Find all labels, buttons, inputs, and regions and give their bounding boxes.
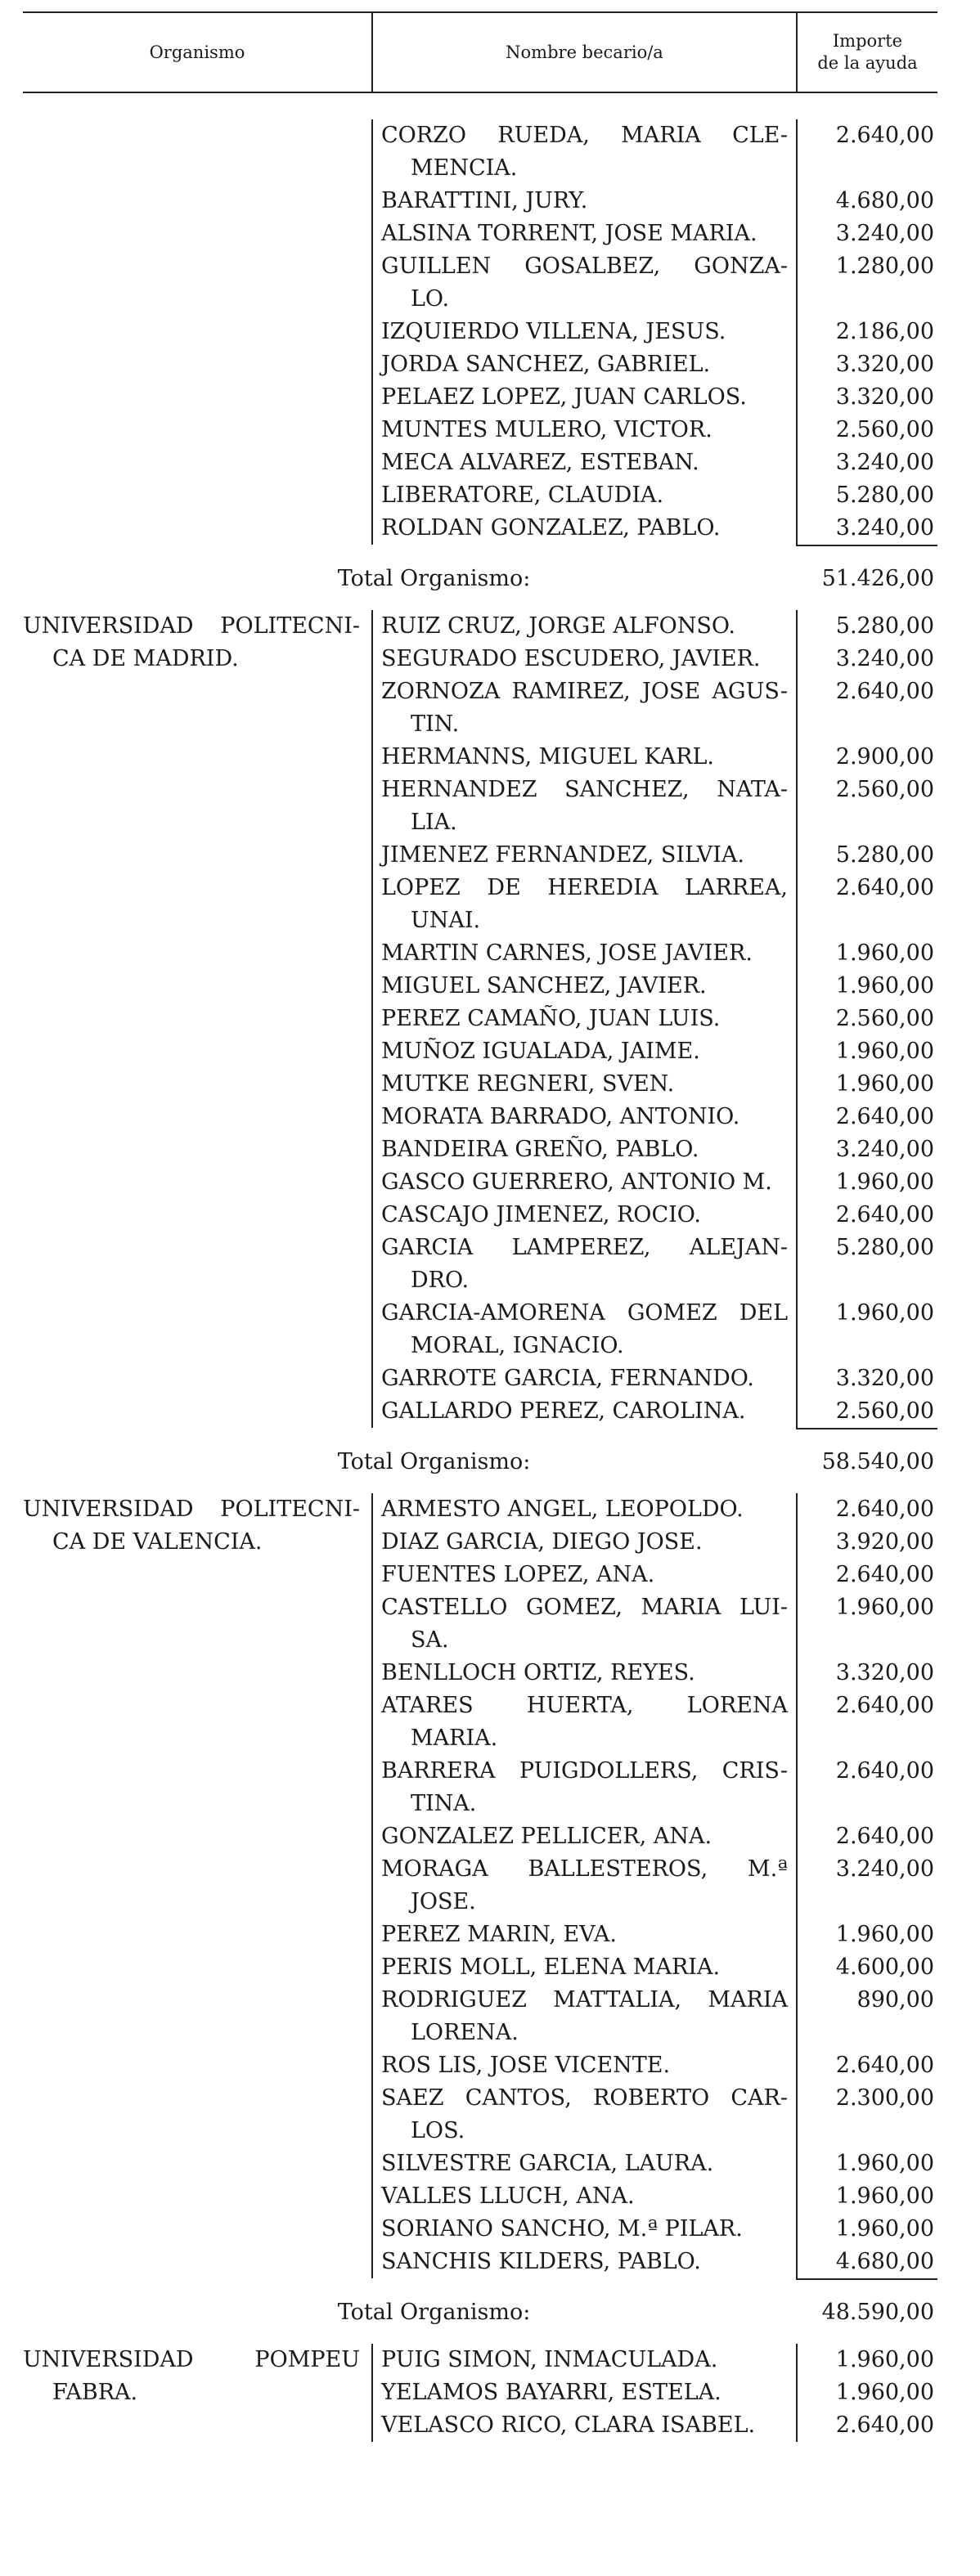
becario-name bbox=[381, 2376, 788, 2409]
becario-name-line: LIA. bbox=[411, 810, 457, 835]
total-organismo-row bbox=[23, 545, 937, 610]
becario-name bbox=[381, 741, 788, 774]
header-importe: Importe de la ayuda bbox=[796, 13, 937, 92]
importe-value: 2.640,00 bbox=[835, 123, 934, 148]
importe-value: 1.960,00 bbox=[835, 2216, 934, 2242]
becario-name-line: JORDA SANCHEZ, GABRIEL. bbox=[381, 352, 711, 377]
importe-value: 1.960,00 bbox=[835, 2151, 934, 2176]
becario-name-line: SANCHIS KILDERS, PABLO. bbox=[381, 2249, 701, 2274]
becario-name-line: LIBERATORE, CLAUDIA. bbox=[381, 482, 664, 508]
header-spacer bbox=[23, 93, 937, 119]
importe-column bbox=[796, 119, 937, 545]
becario-name bbox=[381, 1199, 788, 1232]
becario-name-line: MUTKE REGNERI, SVEN. bbox=[381, 1071, 675, 1097]
becario-name-line: IZQUIERDO VILLENA, JESUS. bbox=[381, 319, 726, 344]
becario-name-line: ZORNOZA RAMIREZ, JOSE AGUS- bbox=[381, 679, 788, 704]
becario-name bbox=[381, 119, 788, 185]
becario-name-line: BARATTINI, JURY. bbox=[381, 188, 588, 213]
importe-value: 2.640,00 bbox=[835, 1104, 934, 1129]
importe-column bbox=[796, 2344, 937, 2442]
importe-value: 5.280,00 bbox=[835, 613, 934, 639]
importe-value: 5.280,00 bbox=[835, 482, 934, 508]
importe-value: 1.960,00 bbox=[835, 2380, 934, 2405]
becario-name-line: SA. bbox=[411, 1627, 449, 1653]
becario-name bbox=[381, 1133, 788, 1166]
total-organismo-label: Total Organismo: bbox=[337, 2299, 531, 2325]
becario-name bbox=[381, 381, 788, 414]
becario-name-line: LOPEZ DE HEREDIA LARREA, bbox=[381, 875, 788, 900]
importe-value: 3.240,00 bbox=[835, 221, 934, 246]
becario-name bbox=[381, 675, 788, 741]
organismo-name-line: UNIVERSIDAD POMPEU bbox=[23, 2347, 360, 2372]
becario-name-line: HERNANDEZ SANCHEZ, NATA- bbox=[381, 777, 788, 802]
becario-name bbox=[381, 1559, 788, 1591]
importe-value: 2.560,00 bbox=[835, 777, 934, 802]
importe-value: 1.960,00 bbox=[835, 1169, 934, 1195]
becario-name bbox=[381, 1526, 788, 1559]
becario-name bbox=[381, 2246, 788, 2278]
organismo-name-line: CA DE VALENCIA. bbox=[52, 1529, 263, 1555]
becario-name bbox=[381, 1362, 788, 1395]
becario-name bbox=[381, 610, 788, 643]
importe-value: 5.280,00 bbox=[835, 1235, 934, 1260]
becario-name-line: MUNTES MULERO, VICTOR. bbox=[381, 417, 713, 442]
becario-name bbox=[381, 1853, 788, 1919]
importe-value: 2.560,00 bbox=[835, 1398, 934, 1424]
becario-name bbox=[381, 1951, 788, 1984]
importe-value: 1.960,00 bbox=[835, 1071, 934, 1097]
total-organismo-row bbox=[23, 1428, 937, 1493]
importe-value: 1.280,00 bbox=[835, 254, 934, 279]
becario-name bbox=[381, 1919, 788, 1951]
header-organismo: Organismo bbox=[149, 42, 245, 62]
total-organismo-row bbox=[23, 2278, 937, 2344]
organismo-name-line: FABRA. bbox=[52, 2380, 138, 2405]
becario-name-line: SAEZ CANTOS, ROBERTO CAR- bbox=[381, 2085, 788, 2111]
becario-name-line: SEGURADO ESCUDERO, JAVIER. bbox=[381, 646, 761, 671]
becario-name-line: DIAZ GARCIA, DIEGO JOSE. bbox=[381, 1529, 703, 1555]
becario-name-line: BENLLOCH ORTIZ, REYES. bbox=[381, 1660, 695, 1685]
becario-name-line: CASCAJO JIMENEZ, ROCIO. bbox=[381, 1202, 701, 1227]
importe-value: 2.900,00 bbox=[835, 744, 934, 770]
importe-value: 3.320,00 bbox=[835, 1366, 934, 1391]
becario-name-line: YELAMOS BAYARRI, ESTELA. bbox=[381, 2380, 722, 2405]
organismo-name-line: UNIVERSIDAD POLITECNI- bbox=[23, 1497, 360, 1522]
becario-name bbox=[381, 447, 788, 479]
organismo-name bbox=[23, 610, 371, 1428]
organismo-name-line bbox=[23, 119, 360, 152]
importe-value: 1.960,00 bbox=[835, 1922, 934, 1947]
becario-name-line: PEREZ CAMAÑO, JUAN LUIS. bbox=[381, 1006, 721, 1031]
becario-name bbox=[381, 1657, 788, 1690]
total-organismo-label: Total Organismo: bbox=[337, 565, 531, 591]
becario-name bbox=[381, 1101, 788, 1133]
importe-value: 3.920,00 bbox=[835, 1529, 934, 1555]
becario-name-line: MORATA BARRADO, ANTONIO. bbox=[381, 1104, 740, 1129]
importe-column bbox=[796, 1493, 937, 2278]
importe-value: 890,00 bbox=[856, 1987, 934, 2013]
becario-name bbox=[381, 2344, 788, 2376]
becario-name-line: PEREZ MARIN, EVA. bbox=[381, 1922, 617, 1947]
becario-name bbox=[381, 1003, 788, 1035]
becario-name bbox=[381, 1984, 788, 2049]
becario-name-line: JOSE. bbox=[411, 1889, 476, 1914]
importe-value: 2.640,00 bbox=[835, 1202, 934, 1227]
becario-column bbox=[371, 119, 796, 545]
becario-name-line: PERIS MOLL, ELENA MARIA. bbox=[381, 1954, 721, 1980]
total-organismo-label: Total Organismo: bbox=[337, 1448, 531, 1474]
becario-name-line: LORENA. bbox=[411, 2020, 519, 2045]
becario-name-line: MECA ALVAREZ, ESTEBAN. bbox=[381, 450, 699, 475]
becario-name-line: MENCIA. bbox=[411, 155, 518, 181]
becario-name-line: ATARES HUERTA, LORENA bbox=[381, 1693, 788, 1718]
importe-value: 2.640,00 bbox=[835, 875, 934, 900]
becario-name bbox=[381, 1297, 788, 1362]
importe-value: 2.560,00 bbox=[835, 1006, 934, 1031]
becario-name-line: VALLES LLUCH, ANA. bbox=[381, 2183, 635, 2209]
importe-value: 3.320,00 bbox=[835, 352, 934, 377]
organismo-name-line: UNIVERSIDAD POLITECNI- bbox=[23, 613, 360, 639]
importe-value: 2.300,00 bbox=[835, 2085, 934, 2111]
importe-value: 1.960,00 bbox=[835, 1595, 934, 1620]
becario-name-line: LOS. bbox=[411, 2118, 465, 2143]
becario-name-line: FUENTES LOPEZ, ANA. bbox=[381, 1562, 655, 1587]
becario-name-line: ROS LIS, JOSE VICENTE. bbox=[381, 2053, 671, 2078]
importe-value: 3.240,00 bbox=[835, 1137, 934, 1162]
organismo-block bbox=[23, 119, 937, 545]
becario-name bbox=[381, 1591, 788, 1657]
becario-name bbox=[381, 643, 788, 675]
header-nombre: Nombre becario/a bbox=[371, 13, 796, 92]
becario-name-line: MUÑOZ IGUALADA, JAIME. bbox=[381, 1039, 700, 1064]
importe-value: 1.960,00 bbox=[835, 1300, 934, 1326]
becario-name bbox=[381, 1395, 788, 1428]
becario-name bbox=[381, 1493, 788, 1526]
becario-name-line: GALLARDO PEREZ, CAROLINA. bbox=[381, 1398, 746, 1424]
becario-name bbox=[381, 2409, 788, 2442]
importe-value: 2.640,00 bbox=[835, 1562, 934, 1587]
becario-name-line: PUIG SIMON, INMACULADA. bbox=[381, 2347, 718, 2372]
becario-name bbox=[381, 2049, 788, 2082]
becario-name-line: SILVESTRE GARCIA, LAURA. bbox=[381, 2151, 714, 2176]
importe-value: 2.640,00 bbox=[835, 2053, 934, 2078]
importe-value: 2.640,00 bbox=[835, 1758, 934, 1784]
becario-name-line: CASTELLO GOMEZ, MARIA LUI- bbox=[381, 1595, 788, 1620]
importe-value: 3.240,00 bbox=[835, 646, 934, 671]
importe-value: 1.960,00 bbox=[835, 2183, 934, 2209]
importe-value: 3.320,00 bbox=[835, 1660, 934, 1685]
importe-value: 4.680,00 bbox=[835, 188, 934, 213]
becario-name-line: GARROTE GARCIA, FERNANDO. bbox=[381, 1366, 754, 1391]
becario-name bbox=[381, 1166, 788, 1199]
becario-name-line: GONZALEZ PELLICER, ANA. bbox=[381, 1824, 713, 1849]
becario-name-line: GARCIA LAMPEREZ, ALEJAN- bbox=[381, 1235, 788, 1260]
importe-value: 1.960,00 bbox=[835, 1039, 934, 1064]
becario-name bbox=[381, 774, 788, 839]
becario-name-line: RUIZ CRUZ, JORGE ALFONSO. bbox=[381, 613, 735, 639]
becario-name bbox=[381, 1755, 788, 1820]
becario-name-line: ARMESTO ANGEL, LEOPOLDO. bbox=[381, 1497, 744, 1522]
becario-name-line: GUILLEN GOSALBEZ, GONZA- bbox=[381, 254, 788, 279]
becario-name-line: SORIANO SANCHO, M.ª PILAR. bbox=[381, 2216, 743, 2242]
becario-name bbox=[381, 512, 788, 545]
becario-name-line: ROLDAN GONZALEZ, PABLO. bbox=[381, 515, 721, 541]
becario-name-line: LO. bbox=[411, 286, 450, 312]
organismo-block bbox=[23, 1493, 937, 2278]
importe-value: 5.280,00 bbox=[835, 842, 934, 868]
organismo-name bbox=[23, 1493, 371, 2278]
importe-value: 3.320,00 bbox=[835, 384, 934, 410]
becario-name-line: MORAGA BALLESTEROS, M.ª bbox=[381, 1856, 788, 1882]
becario-column bbox=[371, 1493, 796, 2278]
importe-value: 2.560,00 bbox=[835, 417, 934, 442]
becario-name-line: PELAEZ LOPEZ, JUAN CARLOS. bbox=[381, 384, 747, 410]
importe-value: 1.960,00 bbox=[835, 973, 934, 999]
organismo-block bbox=[23, 610, 937, 1428]
organismo-name-line: CA DE MADRID. bbox=[52, 646, 239, 671]
table-body bbox=[23, 119, 937, 2442]
becario-name bbox=[381, 1232, 788, 1297]
importe-column bbox=[796, 610, 937, 1428]
importe-value: 2.640,00 bbox=[835, 1693, 934, 1718]
organismo-block bbox=[23, 2344, 937, 2442]
becario-name-line: TINA. bbox=[411, 1791, 477, 1816]
organismo-name bbox=[23, 119, 371, 545]
becario-column bbox=[371, 2344, 796, 2442]
becario-name bbox=[381, 479, 788, 512]
becario-name bbox=[381, 1690, 788, 1755]
importe-value: 1.960,00 bbox=[835, 940, 934, 966]
organismo-name bbox=[23, 2344, 371, 2442]
importe-value: 4.680,00 bbox=[835, 2249, 934, 2274]
becario-name bbox=[381, 2213, 788, 2246]
importe-value: 3.240,00 bbox=[835, 515, 934, 541]
total-organismo-value: 58.540,00 bbox=[796, 1428, 937, 1495]
importe-value: 4.600,00 bbox=[835, 1954, 934, 1980]
importe-value: 3.240,00 bbox=[835, 1856, 934, 1882]
importe-value: 1.960,00 bbox=[835, 2347, 934, 2372]
table-header bbox=[23, 13, 937, 93]
becario-name-line: CORZO RUEDA, MARIA CLE- bbox=[381, 123, 788, 148]
becario-name-line: GASCO GUERRERO, ANTONIO M. bbox=[381, 1169, 772, 1195]
becario-name bbox=[381, 316, 788, 348]
becario-name bbox=[381, 872, 788, 937]
becario-name bbox=[381, 218, 788, 250]
becario-name-line: TIN. bbox=[411, 711, 460, 737]
becario-name-line: GARCIA-AMORENA GOMEZ DEL bbox=[381, 1300, 788, 1326]
importe-value: 3.240,00 bbox=[835, 450, 934, 475]
becario-name-line: RODRIGUEZ MATTALIA, MARIA bbox=[381, 1987, 788, 2013]
becario-name-line: MORAL, IGNACIO. bbox=[411, 1333, 624, 1358]
importe-value: 2.640,00 bbox=[835, 1824, 934, 1849]
becario-name bbox=[381, 970, 788, 1003]
becario-name-line: MARIA. bbox=[411, 1726, 498, 1751]
document bbox=[23, 11, 937, 2442]
becario-name bbox=[381, 839, 788, 872]
becario-name-line: VELASCO RICO, CLARA ISABEL. bbox=[381, 2412, 756, 2438]
importe-value: 2.186,00 bbox=[835, 319, 934, 344]
total-organismo-value: 48.590,00 bbox=[796, 2278, 937, 2345]
importe-value: 2.640,00 bbox=[835, 2412, 934, 2438]
becario-name-line: BANDEIRA GREÑO, PABLO. bbox=[381, 1137, 699, 1162]
becario-name-line: MARTIN CARNES, JOSE JAVIER. bbox=[381, 940, 753, 966]
becario-name bbox=[381, 348, 788, 381]
becario-name-line: ALSINA TORRENT, JOSE MARIA. bbox=[381, 221, 757, 246]
total-organismo-value: 51.426,00 bbox=[796, 545, 937, 612]
becario-name bbox=[381, 250, 788, 316]
becario-name bbox=[381, 2180, 788, 2213]
becario-name bbox=[381, 414, 788, 447]
becario-name bbox=[381, 1068, 788, 1101]
becario-name bbox=[381, 2082, 788, 2147]
becario-name-line: MIGUEL SANCHEZ, JAVIER. bbox=[381, 973, 707, 999]
importe-value: 2.640,00 bbox=[835, 679, 934, 704]
importe-value: 2.640,00 bbox=[835, 1497, 934, 1522]
becario-name-line: JIMENEZ FERNANDEZ, SILVIA. bbox=[381, 842, 744, 868]
becario-name-line: DRO. bbox=[411, 1268, 470, 1293]
becario-name bbox=[381, 2147, 788, 2180]
becario-name bbox=[381, 185, 788, 218]
becario-name bbox=[381, 1820, 788, 1853]
becario-name-line: UNAI. bbox=[411, 908, 481, 933]
becario-name bbox=[381, 937, 788, 970]
becario-column bbox=[371, 610, 796, 1428]
becario-name-line: HERMANNS, MIGUEL KARL. bbox=[381, 744, 714, 770]
becario-name-line: BARRERA PUIGDOLLERS, CRIS- bbox=[381, 1758, 788, 1784]
becario-name bbox=[381, 1035, 788, 1068]
